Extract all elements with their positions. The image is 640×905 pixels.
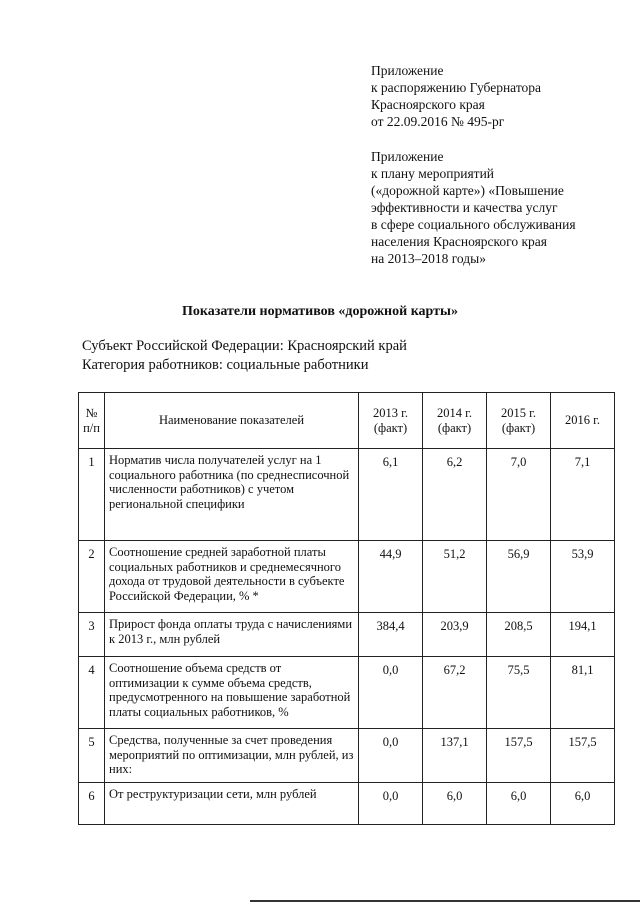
appendix-line: Приложение (371, 149, 444, 164)
col-header-num: № п/п (79, 393, 105, 449)
col-header-2015: 2015 г. (факт) (487, 393, 551, 449)
appendix-header-roadmap (371, 148, 576, 267)
document-title: Показатели нормативов «дорожной карты» (182, 304, 458, 319)
table-row (79, 657, 615, 729)
value-2014: 67,2 (423, 657, 487, 729)
table-row (79, 729, 615, 783)
appendix-line: к распоряжению Губернатора (371, 80, 542, 95)
appendix-line: на 2013–2018 годы» (371, 251, 486, 266)
appendix-header-governor (371, 62, 541, 130)
scan-edge-divider (250, 900, 640, 902)
value-2016: 194,1 (551, 613, 615, 657)
table-row (79, 449, 615, 541)
indicator-name: Средства, полученные за счет проведения мероприятий по оптимизации, млн рублей, из них: (105, 729, 359, 783)
value-2016: 6,0 (551, 783, 615, 825)
appendix-line: эффективности и качества услуг (371, 200, 558, 215)
table-row (79, 541, 615, 613)
value-2015: 56,9 (487, 541, 551, 613)
value-2016: 157,5 (551, 729, 615, 783)
indicator-name: Соотношение объема средств от оптимизации к сумме объема средств, предусмотренного на повышение заработной платы социальных работников, % (105, 657, 359, 729)
row-number: 1 (79, 449, 105, 541)
appendix-line: от 22.09.2016 № 495-рг (371, 114, 505, 129)
federation-subject: Субъект Российской Федерации: Красноярский край (82, 338, 407, 354)
value-2016: 7,1 (551, 449, 615, 541)
row-number: 6 (79, 783, 105, 825)
value-2013: 6,1 (359, 449, 423, 541)
value-2015: 157,5 (487, 729, 551, 783)
appendix-line: в сфере социального обслуживания (371, 217, 576, 232)
col-header-2016: 2016 г. (551, 393, 615, 449)
value-2016: 81,1 (551, 657, 615, 729)
appendix-line: Приложение (371, 63, 444, 78)
appendix-line: Красноярского края (371, 97, 485, 112)
value-2013: 0,0 (359, 783, 423, 825)
row-number: 3 (79, 613, 105, 657)
col-header-2014: 2014 г. (факт) (423, 393, 487, 449)
indicator-name: Норматив числа получателей услуг на 1 социального работника (по среднесписочной численности работников) с учетом региональной специфики (105, 449, 359, 541)
worker-category: Категория работников: социальные работники (82, 357, 369, 373)
col-header-2013: 2013 г. (факт) (359, 393, 423, 449)
col-header-name: Наименование показателей (105, 393, 359, 449)
appendix-line: населения Красноярского края (371, 234, 547, 249)
value-2015: 75,5 (487, 657, 551, 729)
row-number: 5 (79, 729, 105, 783)
value-2013: 384,4 (359, 613, 423, 657)
indicator-name: От реструктуризации сети, млн рублей (105, 783, 359, 825)
value-2014: 203,9 (423, 613, 487, 657)
row-number: 2 (79, 541, 105, 613)
value-2016: 53,9 (551, 541, 615, 613)
value-2014: 137,1 (423, 729, 487, 783)
indicator-name: Прирост фонда оплаты труда с начислениями к 2013 г., млн рублей (105, 613, 359, 657)
table-row (79, 783, 615, 825)
indicator-name: Соотношение средней заработной платы социальных работников и среднемесячного дохода от трудовой деятельности в субъекте Российской Федерации, % * (105, 541, 359, 613)
value-2015: 208,5 (487, 613, 551, 657)
value-2013: 44,9 (359, 541, 423, 613)
table-header-row (79, 393, 615, 449)
appendix-line: к плану мероприятий (371, 166, 495, 181)
value-2015: 6,0 (487, 783, 551, 825)
value-2014: 6,0 (423, 783, 487, 825)
value-2015: 7,0 (487, 449, 551, 541)
indicators-table (78, 392, 615, 825)
value-2014: 51,2 (423, 541, 487, 613)
value-2014: 6,2 (423, 449, 487, 541)
row-number: 4 (79, 657, 105, 729)
value-2013: 0,0 (359, 657, 423, 729)
value-2013: 0,0 (359, 729, 423, 783)
appendix-line: («дорожной карте») «Повышение (371, 183, 564, 198)
table-row (79, 613, 615, 657)
